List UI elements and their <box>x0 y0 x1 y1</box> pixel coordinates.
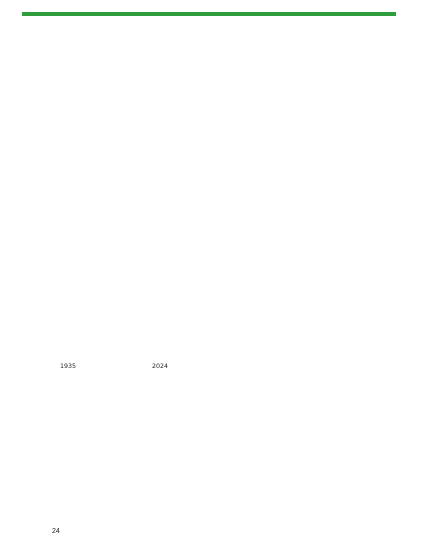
body-column-left <box>36 93 213 516</box>
header-accent-bar <box>22 12 396 16</box>
year-figures <box>60 363 210 375</box>
section-title <box>36 46 213 90</box>
body-column-right <box>231 46 397 516</box>
header-left-label <box>206 18 236 32</box>
year-1935: 1935 <box>60 363 77 370</box>
page-number: 24 <box>52 528 60 535</box>
header-running-title <box>257 18 397 32</box>
year-2024: 2024 <box>152 363 169 370</box>
